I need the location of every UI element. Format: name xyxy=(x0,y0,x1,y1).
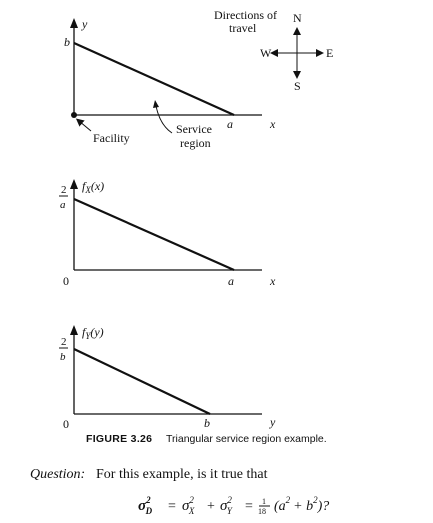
panel2-density-line xyxy=(74,199,234,270)
fx-density-panel xyxy=(59,179,276,288)
service-region-leader-arrow xyxy=(156,106,172,133)
panel2-y-axis-f: $f_X(x)$ xyxy=(82,179,105,195)
facility-dot xyxy=(71,112,77,118)
equation-fraction-numerator: 1 xyxy=(262,497,266,506)
service-region-panel xyxy=(64,17,276,150)
caption-text: Triangular service region example. xyxy=(166,433,327,445)
facility-leader-arrow xyxy=(79,121,91,131)
equation-equals-2: = xyxy=(245,499,253,514)
equation-sigma-y: $\sigma^2$ Y xyxy=(220,495,232,516)
panel2-x-intercept-label: a xyxy=(228,274,234,288)
compass-south-label: S xyxy=(294,79,301,93)
question-block xyxy=(30,467,268,482)
compass xyxy=(214,8,333,93)
equation-sigma-x: $\sigma^2$ X xyxy=(182,495,195,516)
caption-label: FIGURE 3.26 xyxy=(86,433,153,445)
panel2-y-value-denominator: a xyxy=(60,199,66,211)
panel3-x-axis-label: y xyxy=(270,415,276,429)
panel2-y-axis-arrowhead xyxy=(70,179,78,189)
service-region-leader-arrowhead xyxy=(153,100,159,108)
panel3-y-axis-arrowhead xyxy=(70,325,78,335)
panel1-x-intercept-label: a xyxy=(227,117,233,131)
panel2-x-axis-label: x xyxy=(270,274,276,288)
variance-equation xyxy=(138,495,329,516)
panel2-origin-label: 0 xyxy=(63,274,69,288)
panel3-x-intercept-label: b xyxy=(204,416,210,430)
panel3-y-axis-f: $f_Y(y)$ xyxy=(82,325,104,341)
panel1-y-axis-arrowhead xyxy=(70,18,78,28)
panel3-density-line xyxy=(74,349,210,414)
question-label: Question: xyxy=(30,467,86,482)
equation-tail: $(a^2 + b^2)$? xyxy=(274,495,330,514)
compass-west-label: W xyxy=(260,46,272,60)
panel3-y-value-denominator: b xyxy=(60,351,66,363)
panel3-y-value-numerator: 2 xyxy=(61,336,67,348)
compass-title-line1: Directions of xyxy=(214,8,277,22)
panel2-y-value-numerator: 2 xyxy=(61,184,67,196)
equation-sigma-d: $\sigma^2$ D xyxy=(138,495,153,516)
panel1-y-axis-label: y xyxy=(82,17,88,31)
compass-east-label: E xyxy=(326,46,334,60)
compass-north-label: N xyxy=(293,11,302,25)
fy-density-panel xyxy=(59,325,276,431)
service-region-label-line2: region xyxy=(180,136,211,150)
panel1-y-intercept-label: b xyxy=(64,35,70,49)
panel1-x-axis-label: x xyxy=(270,117,276,131)
equation-fraction-denominator: 18 xyxy=(258,507,266,516)
equation-plus: + xyxy=(207,499,215,514)
figure-caption xyxy=(86,433,327,445)
service-region-label-line1: Service xyxy=(176,122,212,136)
facility-label: Facility xyxy=(93,131,130,145)
panel3-origin-label: 0 xyxy=(63,417,69,431)
equation-equals-1: = xyxy=(168,499,176,514)
compass-title-line2: travel xyxy=(229,21,257,35)
question-text: For this example, is it true that xyxy=(96,467,268,482)
